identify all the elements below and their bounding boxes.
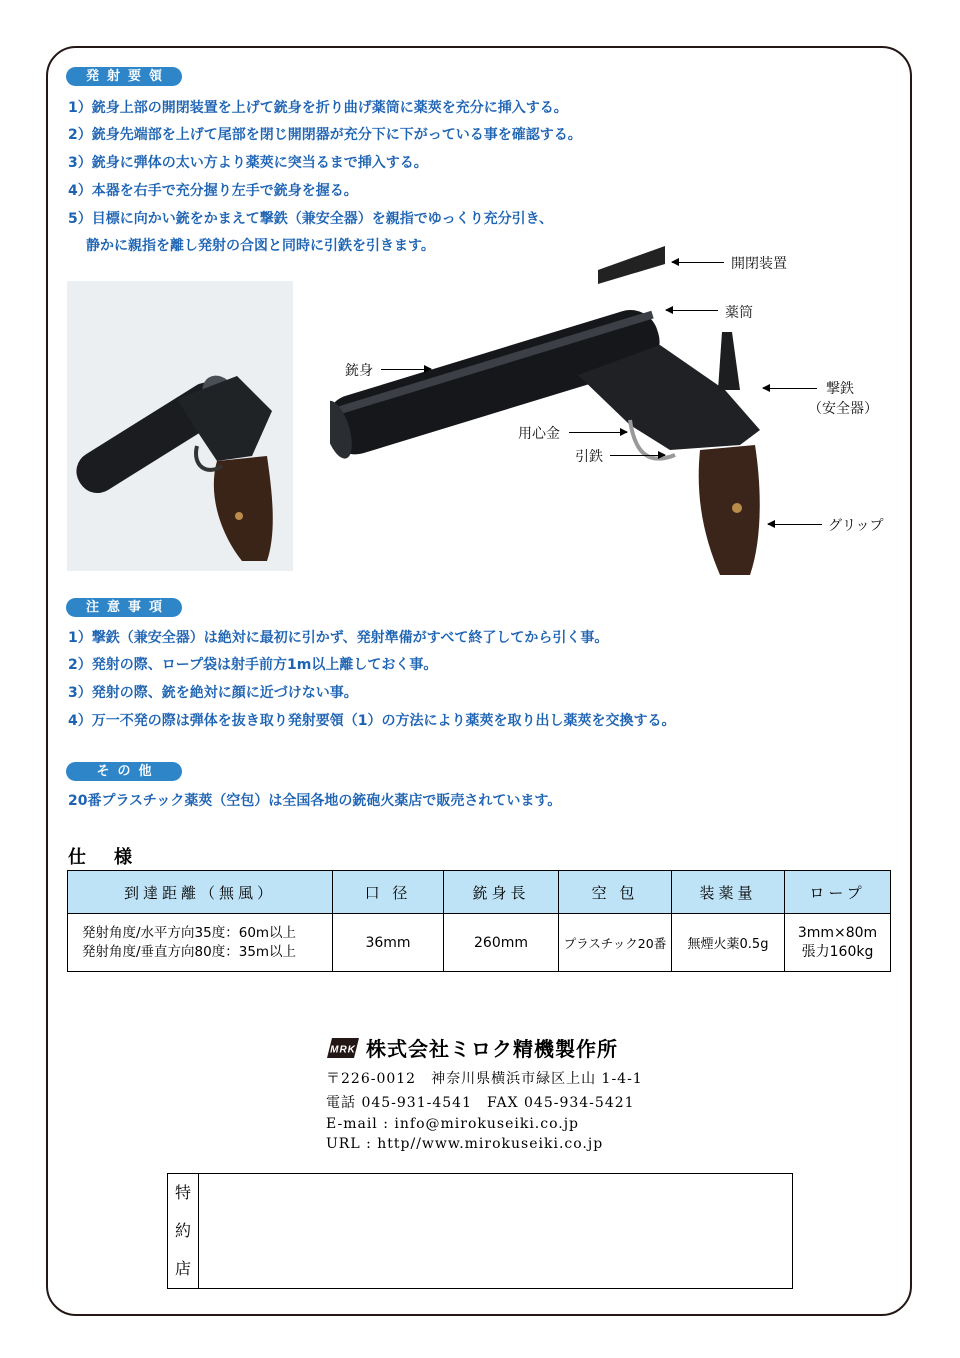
dealer-label bbox=[168, 1174, 199, 1288]
firing-item: 3）銃身に弾体の太い方より薬莢に突当るまで挿入する。 bbox=[68, 155, 428, 171]
arrow-barrel bbox=[381, 369, 431, 370]
caution-item: 1）撃鉄（兼安全器）は絶対に最初に引かず、発射準備がすべて終了してから引く事。 bbox=[68, 630, 609, 646]
caution-heading: 注意事項 bbox=[66, 598, 182, 617]
firing-heading: 発射要領 bbox=[66, 67, 182, 86]
spec-header: 口 径 bbox=[333, 871, 444, 914]
caution-item: 3）発射の際、銃を絶対に顔に近づけない事。 bbox=[68, 685, 358, 701]
arrow-guard bbox=[569, 432, 627, 433]
company-logo bbox=[326, 1037, 360, 1064]
company-address: 〒226-0012 神奈川県横浜市緑区上山 1-4-1 bbox=[326, 1071, 643, 1087]
spec-header: 銃身長 bbox=[444, 871, 559, 914]
arrow-grip bbox=[768, 524, 822, 525]
firing-item: 4）本器を右手で充分握り左手で銃身を握る。 bbox=[68, 183, 358, 199]
label-grip: グリップ bbox=[828, 518, 884, 534]
flare-gun-photo bbox=[67, 281, 293, 571]
spec-header: 到達距離（無風） bbox=[68, 871, 333, 914]
company-block bbox=[326, 1033, 643, 1152]
dealer-char: 約 bbox=[174, 1221, 191, 1240]
arrow-opener bbox=[672, 262, 724, 263]
spec-rope bbox=[785, 914, 891, 972]
caution-item: 2）発射の際、ロープ袋は射手前方1m以上離しておく事。 bbox=[68, 657, 438, 673]
other-heading: その他 bbox=[66, 762, 182, 781]
company-name: 株式会社ミロク精機製作所 bbox=[366, 1037, 618, 1061]
spec-header: 装薬量 bbox=[672, 871, 785, 914]
label-cartridge-tube: 薬筒 bbox=[725, 305, 753, 321]
label-hammer: 撃鉄 bbox=[826, 381, 854, 397]
spec-blank: プラスチック20番 bbox=[559, 914, 672, 972]
spec-title: 仕様 bbox=[68, 847, 160, 868]
label-trigger: 引鉄 bbox=[575, 449, 603, 465]
spec-reach-line: 発射角度/水平方向35度：60m以上 bbox=[82, 924, 297, 941]
flare-gun-diagram bbox=[330, 240, 790, 585]
firing-item: 静かに親指を離し発射の合図と同時に引鉄を引きます。 bbox=[86, 238, 435, 254]
dealer-char: 特 bbox=[174, 1183, 191, 1202]
firing-item: 2）銃身先端部を上げて尾部を閉じ開閉器が充分下に下がっている事を確認する。 bbox=[68, 127, 582, 143]
label-barrel: 銃身 bbox=[345, 363, 373, 379]
dealer-char: 店 bbox=[174, 1259, 191, 1278]
arrow-trigger bbox=[610, 455, 665, 456]
company-logo-text: MRK bbox=[330, 1044, 356, 1056]
spec-rope-line: 張力160kg bbox=[801, 943, 874, 960]
spec-header: 空 包 bbox=[559, 871, 672, 914]
company-email[interactable]: E-mail : info@mirokuseiki.co.jp bbox=[326, 1116, 580, 1132]
spec-reach bbox=[68, 914, 333, 972]
label-hammer-sub: （安全器） bbox=[808, 401, 878, 417]
arrow-hammer bbox=[763, 388, 817, 389]
label-opener: 開閉装置 bbox=[731, 256, 787, 272]
caution-item: 4）万一不発の際は弾体を抜き取り発射要領（1）の方法により薬莢を取り出し薬莢を交換する。 bbox=[68, 713, 676, 729]
spec-rope-line: 3mm×80m bbox=[797, 924, 878, 941]
other-text: 20番プラスチック薬莢（空包）は全国各地の銃砲火薬店で販売されています。 bbox=[68, 793, 562, 809]
spec-barrel-length: 260mm bbox=[444, 914, 559, 972]
firing-item: 5）目標に向かい銃をかまえて撃鉄（兼安全器）を親指でゆっくり充分引き、 bbox=[68, 211, 554, 227]
spec-caliber: 36mm bbox=[333, 914, 444, 972]
spec-reach-line: 発射角度/垂直方向80度：35m以上 bbox=[82, 943, 297, 960]
spec-header: ロープ bbox=[785, 871, 891, 914]
dealer-stamp-box bbox=[167, 1173, 793, 1289]
arrow-cartridge-tube bbox=[666, 310, 718, 311]
company-phone: 電話 045-931-4541 FAX 045-934-5421 bbox=[326, 1095, 635, 1111]
spec-table bbox=[67, 870, 891, 972]
firing-item: 1）銃身上部の開閉装置を上げて銃身を折り曲げ薬筒に薬莢を充分に挿入する。 bbox=[68, 100, 568, 116]
company-url[interactable]: URL : http//www.mirokuseiki.co.jp bbox=[326, 1136, 604, 1152]
spec-charge: 無煙火薬0.5g bbox=[672, 914, 785, 972]
label-guard: 用心金 bbox=[518, 426, 560, 442]
